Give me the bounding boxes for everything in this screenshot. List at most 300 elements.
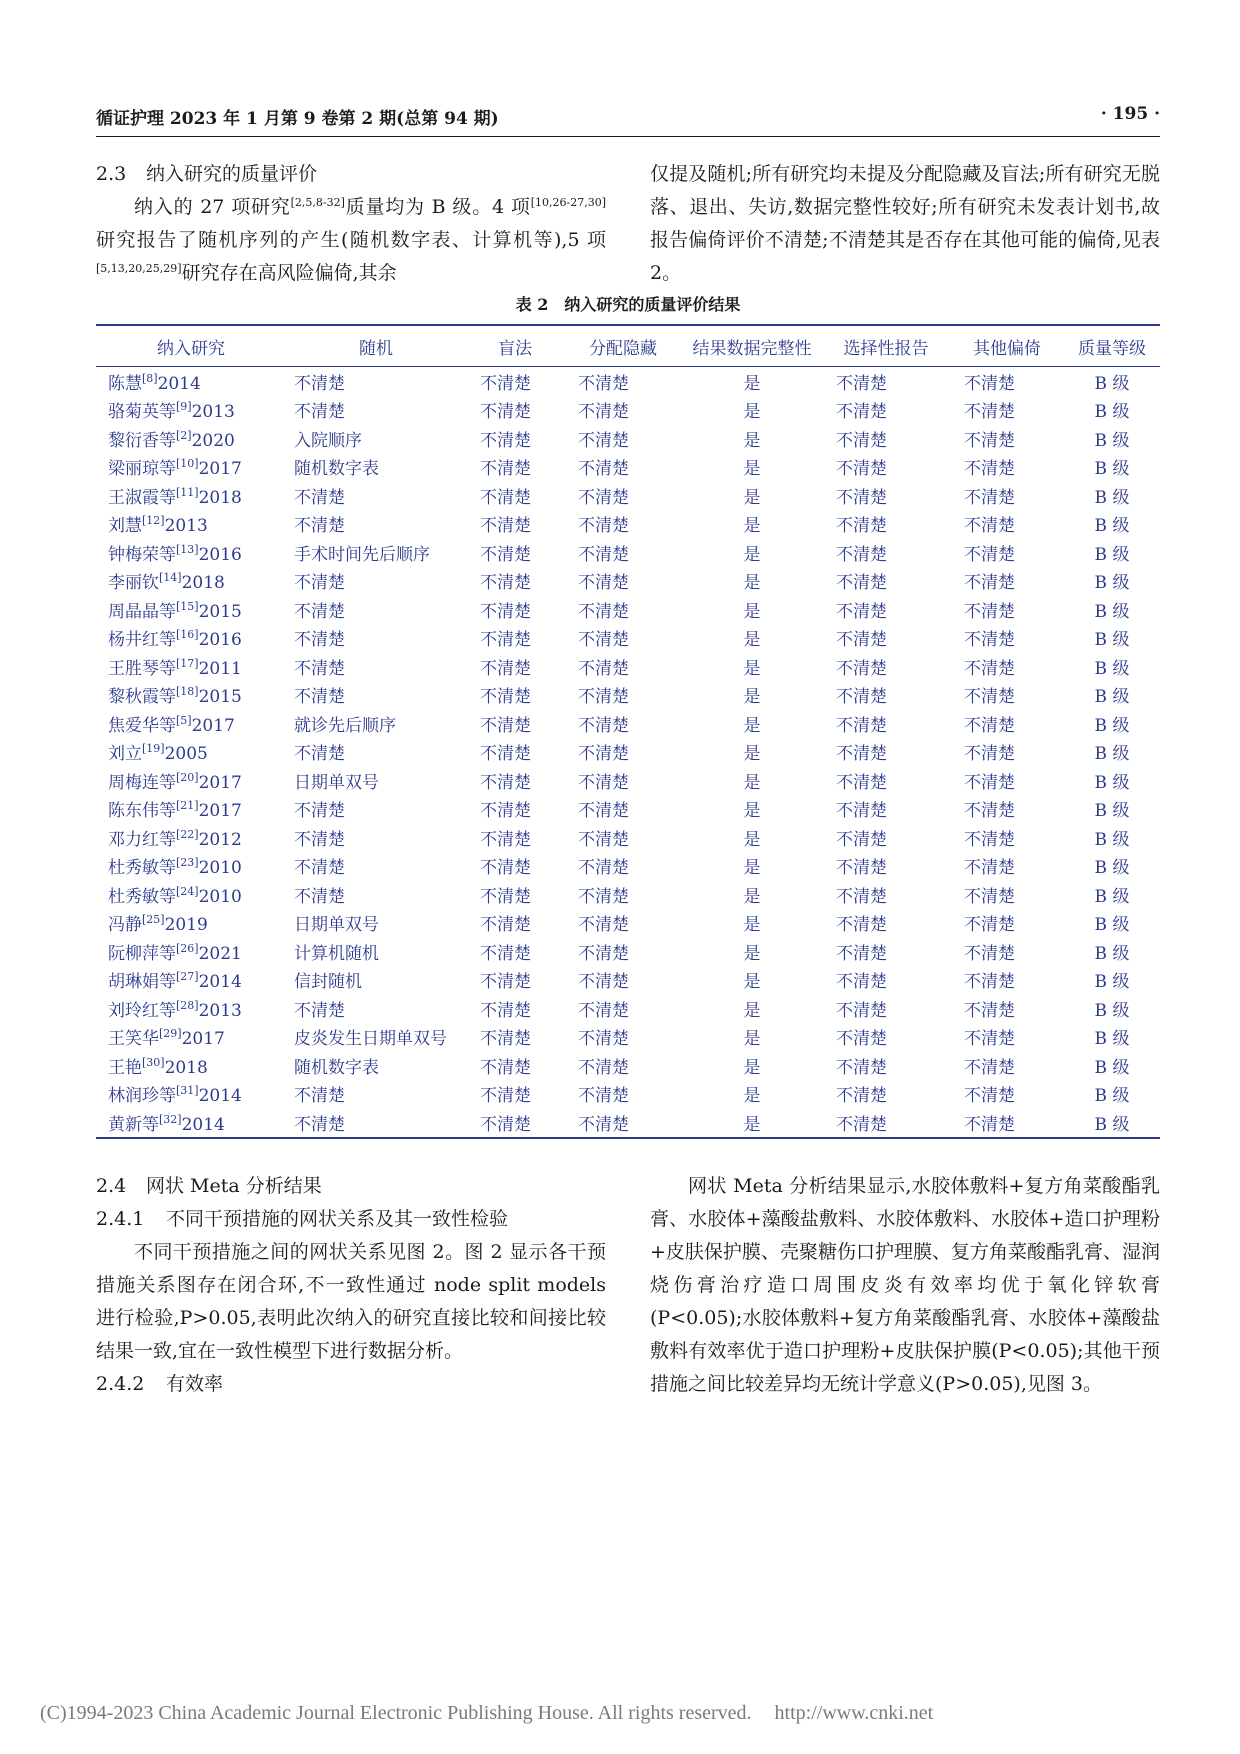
paragraph: 纳入的 27 项研究[2,5,8-32]质量均为 B 级。4 项[10,26-27,30]研究报告了随机序列的产生(随机数字表、计算机等),5 项[5,13,20,25,29]研究存在高风险偏倚,其余 xyxy=(96,196,607,284)
table-cell: 不清楚 xyxy=(294,886,345,907)
table-cell: 不清楚 xyxy=(294,573,345,594)
table-cell: 不清楚 xyxy=(480,487,531,508)
study-cell: 焦爱华等[5]2017 xyxy=(108,713,235,736)
table-cell: 不清楚 xyxy=(294,658,345,679)
citation: [28] xyxy=(176,998,199,1012)
table-cell: B 级 xyxy=(1094,658,1130,679)
section-2-3-right xyxy=(650,158,1160,290)
section-2-4-right xyxy=(650,1170,1160,1401)
table-cell: 不清楚 xyxy=(578,573,629,594)
table-cell: 不清楚 xyxy=(964,630,1015,651)
citation: [9] xyxy=(176,400,192,414)
table-cell: 不清楚 xyxy=(836,687,887,708)
table-cell: 皮炎发生日期单双号 xyxy=(294,1029,447,1050)
study-cell: 钟梅荣等[13]2016 xyxy=(108,542,242,565)
study-cell: 杜秀敏等[23]2010 xyxy=(108,856,242,879)
table-cell: 不清楚 xyxy=(836,744,887,765)
table-cell: 不清楚 xyxy=(964,972,1015,993)
citation: [31] xyxy=(176,1084,199,1098)
table-cell: 不清楚 xyxy=(578,630,629,651)
table-cell: 不清楚 xyxy=(964,715,1015,736)
subsection-title: 有效率 xyxy=(166,1373,224,1395)
study-cell: 邓力红等[22]2012 xyxy=(108,827,242,850)
table-cell: 是 xyxy=(743,601,761,622)
table-cell: 信封随机 xyxy=(294,972,362,993)
table-cell: B 级 xyxy=(1094,1000,1130,1021)
table-row xyxy=(96,994,1160,1023)
citation: [10,26-27,30] xyxy=(530,196,607,209)
table-cell: 不清楚 xyxy=(964,801,1015,822)
citation: [21] xyxy=(176,799,199,813)
study-cell: 王胜琴等[17]2011 xyxy=(108,656,242,679)
table-cell: 是 xyxy=(743,858,761,879)
table-cell: 就诊先后顺序 xyxy=(294,715,396,736)
table-cell: 是 xyxy=(682,1108,822,1138)
table-cell: 不清楚 xyxy=(480,829,531,850)
citation: [30] xyxy=(142,1055,165,1069)
table-cell: 不清楚 xyxy=(836,1057,887,1078)
table-cell: 不清楚 xyxy=(480,459,531,480)
table-row xyxy=(96,624,1160,653)
study-cell: 梁丽琼等[10]2017 xyxy=(108,457,242,480)
section-heading xyxy=(96,1170,606,1203)
table-cell: 不清楚 xyxy=(480,373,531,394)
table-cell: 不清楚 xyxy=(578,459,629,480)
citation: [11] xyxy=(176,485,199,499)
table-cell: 不清楚 xyxy=(480,1086,531,1107)
table-cell: 不清楚 xyxy=(578,715,629,736)
citation: [12] xyxy=(142,514,165,528)
table-cell: 不清楚 xyxy=(964,402,1015,423)
section-title: 纳入研究的质量评价 xyxy=(146,163,318,185)
table-cell: 不清楚 xyxy=(836,402,887,423)
study-cell: 杨井红等[16]2016 xyxy=(108,628,242,651)
table-cell: 不清楚 xyxy=(578,430,629,451)
section-2-4-left xyxy=(96,1170,606,1401)
subsection-heading xyxy=(96,1368,606,1401)
table-cell: 不清楚 xyxy=(480,516,531,537)
citation: [2,5,8-32] xyxy=(290,196,345,209)
table-cell: 是 xyxy=(743,801,761,822)
table-row xyxy=(96,852,1160,881)
study-cell: 林润珍等[31]2014 xyxy=(108,1084,242,1107)
table-cell: 不清楚 xyxy=(466,1108,564,1138)
table-cell: 不清楚 xyxy=(836,801,887,822)
column-header: 质量等级 xyxy=(1064,325,1160,367)
table-row xyxy=(96,909,1160,938)
table-cell: B 级 xyxy=(1094,373,1130,394)
table-row xyxy=(96,681,1160,710)
paragraph-continued: 仅提及随机;所有研究均未提及分配隐藏及盲法;所有研究无脱落、退出、失访,数据完整性较好;所有研究未发表计划书,故报告偏倚评价不清楚;不清楚其是否存在其他可能的偏倚,见表 2。 xyxy=(650,163,1160,284)
table-row xyxy=(96,481,1160,510)
table-row xyxy=(96,595,1160,624)
table-cell: B 级 xyxy=(1094,630,1130,651)
citation: [26] xyxy=(176,941,199,955)
table-cell: B 级 xyxy=(1094,1029,1130,1050)
study-cell: 冯静[25]2019 xyxy=(108,913,208,936)
table-cell: 是 xyxy=(743,915,761,936)
table-cell: 不清楚 xyxy=(480,544,531,565)
table-cell: 是 xyxy=(743,1029,761,1050)
table-cell: 不清楚 xyxy=(480,573,531,594)
table-cell: 不清楚 xyxy=(578,601,629,622)
table-row xyxy=(96,1023,1160,1052)
citation: [20] xyxy=(176,770,199,784)
citation: [5,13,20,25,29] xyxy=(96,262,182,275)
table-cell: 不清楚 xyxy=(480,402,531,423)
table-cell: 不清楚 xyxy=(480,744,531,765)
table-cell: 是 xyxy=(743,516,761,537)
quality-table xyxy=(96,324,1160,1139)
table-cell: 不清楚 xyxy=(964,601,1015,622)
study-cell: 周晶晶等[15]2015 xyxy=(108,599,242,622)
section-heading xyxy=(96,158,606,191)
table-cell: 不清楚 xyxy=(964,858,1015,879)
table-cell: 不清楚 xyxy=(578,744,629,765)
table-cell: 不清楚 xyxy=(578,1057,629,1078)
table-cell: 不清楚 xyxy=(480,858,531,879)
citation: [16] xyxy=(176,628,199,642)
table-cell: 是 xyxy=(743,744,761,765)
table-cell: B 级 xyxy=(1094,459,1130,480)
table-cell: B 级 xyxy=(1064,1108,1160,1138)
table-cell: B 级 xyxy=(1094,687,1130,708)
citation: [32] xyxy=(159,1112,182,1126)
table-cell: 是 xyxy=(743,829,761,850)
citation: [29] xyxy=(159,1027,182,1041)
study-cell: 黄新等[32]2014 xyxy=(96,1108,286,1138)
table-cell: 不清楚 xyxy=(836,858,887,879)
table-cell: B 级 xyxy=(1094,516,1130,537)
table-cell: 随机数字表 xyxy=(294,459,379,480)
table-cell: 手术时间先后顺序 xyxy=(294,544,430,565)
table-cell: 不清楚 xyxy=(578,972,629,993)
table-cell: B 级 xyxy=(1094,972,1130,993)
table-header-row xyxy=(96,325,1160,367)
table-cell: 不清楚 xyxy=(294,601,345,622)
table-row xyxy=(96,453,1160,482)
table-cell: 不清楚 xyxy=(964,915,1015,936)
table-cell: 不清楚 xyxy=(964,1057,1015,1078)
table-cell: 不清楚 xyxy=(836,487,887,508)
table-cell: 是 xyxy=(743,630,761,651)
study-cell: 骆菊英等[9]2013 xyxy=(108,400,235,423)
table-row xyxy=(96,424,1160,453)
section-number: 2.3 xyxy=(96,163,127,185)
table-cell: 不清楚 xyxy=(294,516,345,537)
table-cell: 不清楚 xyxy=(964,373,1015,394)
study-cell: 胡琳娟等[27]2014 xyxy=(108,970,242,993)
table-cell: B 级 xyxy=(1094,430,1130,451)
table-cell: 不清楚 xyxy=(964,544,1015,565)
citation: [27] xyxy=(176,970,199,984)
table-cell: B 级 xyxy=(1094,601,1130,622)
column-header: 分配隐藏 xyxy=(564,325,682,367)
cnki-link[interactable]: http://www.cnki.net xyxy=(774,1702,934,1724)
table-cell: B 级 xyxy=(1094,772,1130,793)
table-cell: 不清楚 xyxy=(578,1086,629,1107)
table-cell: B 级 xyxy=(1094,1086,1130,1107)
table-row xyxy=(96,1108,1160,1138)
subsection-number: 2.4.2 xyxy=(96,1373,145,1395)
table-cell: 是 xyxy=(743,487,761,508)
table-cell: 是 xyxy=(743,430,761,451)
study-cell: 王艳[30]2018 xyxy=(108,1055,208,1078)
table-cell: 不清楚 xyxy=(294,829,345,850)
study-cell: 刘立[19]2005 xyxy=(108,742,208,765)
copyright-text: (C)1994-2023 China Academic Journal Electronic Publishing House. All rights reserved. xyxy=(40,1702,752,1724)
table-cell: 不清楚 xyxy=(294,1000,345,1021)
subsection-title: 不同干预措施的网状关系及其一致性检验 xyxy=(166,1208,509,1230)
table-cell: 不清楚 xyxy=(964,886,1015,907)
table-row xyxy=(96,652,1160,681)
table-cell: B 级 xyxy=(1094,402,1130,423)
table-cell: 不清楚 xyxy=(964,430,1015,451)
table-cell: 不清楚 xyxy=(964,658,1015,679)
study-cell: 黎衍香等[2]2020 xyxy=(108,428,235,451)
table-cell: 不清楚 xyxy=(836,601,887,622)
table-cell: 不清楚 xyxy=(836,715,887,736)
table-row xyxy=(96,1080,1160,1109)
paragraph: 网状 Meta 分析结果显示,水胶体敷料+复方角菜酸酯乳膏、水胶体+藻酸盐敷料、水胶体敷料、水胶体+造口护理粉+皮肤保护膜、壳聚糖伤口护理膜、复方角菜酸酯乳膏、湿润烧伤膏治疗造口周围皮炎有效率均优于氧化锌软膏(P<0.05);水胶体敷料+复方角菜酸酯乳膏、水胶体+藻酸盐敷料有效率优于造口护理粉+皮肤保护膜(P<0.05);其他干预措施之间比较差异均无统计学意义(P>0.05),见图 3。 xyxy=(650,1175,1160,1395)
section-number: 2.4 xyxy=(96,1175,127,1197)
table-row xyxy=(96,396,1160,425)
table-cell: 是 xyxy=(743,459,761,480)
citation: [18] xyxy=(176,685,199,699)
table-row xyxy=(96,823,1160,852)
table-cell: 不清楚 xyxy=(964,487,1015,508)
table-cell: 不清楚 xyxy=(294,858,345,879)
column-header: 纳入研究 xyxy=(96,325,286,367)
table-cell: 不清楚 xyxy=(964,772,1015,793)
table-caption: 表 2 纳入研究的质量评价结果 xyxy=(515,295,741,314)
table-cell: 不清楚 xyxy=(836,459,887,480)
table-cell: B 级 xyxy=(1094,573,1130,594)
table-cell: 不清楚 xyxy=(964,687,1015,708)
table-cell: 不清楚 xyxy=(578,915,629,936)
table-cell: 不清楚 xyxy=(964,1029,1015,1050)
page-number: · 195 · xyxy=(1100,104,1160,124)
table-cell: 是 xyxy=(743,772,761,793)
table-cell: 不清楚 xyxy=(964,573,1015,594)
table-cell: 是 xyxy=(743,687,761,708)
table-cell: 不清楚 xyxy=(480,943,531,964)
table-cell: 不清楚 xyxy=(578,544,629,565)
study-cell: 李丽钦[14]2018 xyxy=(108,571,225,594)
table-cell: B 级 xyxy=(1094,943,1130,964)
table-cell: 不清楚 xyxy=(836,630,887,651)
table-cell: 不清楚 xyxy=(950,1108,1064,1138)
table-cell: 不清楚 xyxy=(480,886,531,907)
table-cell: 是 xyxy=(743,943,761,964)
table-cell: 不清楚 xyxy=(294,801,345,822)
citation: [17] xyxy=(176,656,199,670)
citation: [23] xyxy=(176,856,199,870)
table-row xyxy=(96,1051,1160,1080)
table-body xyxy=(96,367,1160,1138)
table-cell: 不清楚 xyxy=(286,1108,466,1138)
table-cell: 是 xyxy=(743,1086,761,1107)
section-title: 网状 Meta 分析结果 xyxy=(146,1175,322,1197)
table-cell: 不清楚 xyxy=(836,516,887,537)
table-cell: B 级 xyxy=(1094,801,1130,822)
table-row xyxy=(96,538,1160,567)
study-cell: 黎秋霞等[18]2015 xyxy=(108,685,242,708)
table-cell: 入院顺序 xyxy=(294,430,362,451)
table-row xyxy=(96,795,1160,824)
table-cell: 是 xyxy=(743,715,761,736)
table-cell: 不清楚 xyxy=(564,1108,682,1138)
table-cell: 不清楚 xyxy=(836,1029,887,1050)
table-cell: 不清楚 xyxy=(480,430,531,451)
study-cell: 杜秀敏等[24]2010 xyxy=(108,884,242,907)
citation: [22] xyxy=(176,827,199,841)
table-cell: 不清楚 xyxy=(578,1029,629,1050)
study-cell: 周梅连等[20]2017 xyxy=(108,770,242,793)
table-cell: 不清楚 xyxy=(964,1000,1015,1021)
table-cell: 不清楚 xyxy=(480,915,531,936)
table-cell: 不清楚 xyxy=(964,459,1015,480)
table-cell: 是 xyxy=(743,544,761,565)
table-cell: 不清楚 xyxy=(836,915,887,936)
header-rule xyxy=(96,136,1160,137)
citation: [15] xyxy=(176,599,199,613)
table-cell: B 级 xyxy=(1094,744,1130,765)
citation: [25] xyxy=(142,913,165,927)
table-cell: 不清楚 xyxy=(294,1086,345,1107)
table-cell: 不清楚 xyxy=(836,972,887,993)
table-cell: 不清楚 xyxy=(294,744,345,765)
table-cell: 不清楚 xyxy=(578,1000,629,1021)
table-cell: 不清楚 xyxy=(294,402,345,423)
table-row xyxy=(96,966,1160,995)
table-cell: 不清楚 xyxy=(578,943,629,964)
table-cell: 不清楚 xyxy=(836,829,887,850)
table-cell: 随机数字表 xyxy=(294,1057,379,1078)
study-cell: 王淑霞等[11]2018 xyxy=(108,485,242,508)
journal-title: 循证护理 2023 年 1 月第 9 卷第 2 期(总第 94 期) xyxy=(96,109,499,129)
table-cell: B 级 xyxy=(1094,544,1130,565)
column-header: 结果数据完整性 xyxy=(682,325,822,367)
study-cell: 陈东伟等[21]2017 xyxy=(108,799,242,822)
table-row xyxy=(96,766,1160,795)
table-cell: 是 xyxy=(743,573,761,594)
table-cell: 不清楚 xyxy=(480,801,531,822)
subsection-heading xyxy=(96,1203,606,1236)
table-cell: 是 xyxy=(743,972,761,993)
table-cell: 不清楚 xyxy=(836,1086,887,1107)
table-cell: B 级 xyxy=(1094,915,1130,936)
copyright-footer xyxy=(40,1702,1200,1725)
table-cell: 不清楚 xyxy=(578,373,629,394)
table-cell: 不清楚 xyxy=(836,573,887,594)
study-cell: 阮柳萍等[26]2021 xyxy=(108,941,242,964)
table-cell: B 级 xyxy=(1094,715,1130,736)
table-cell: 不清楚 xyxy=(294,373,345,394)
table-cell: 是 xyxy=(743,1057,761,1078)
table-cell: 不清楚 xyxy=(480,1000,531,1021)
table-cell: 不清楚 xyxy=(480,630,531,651)
citation: [13] xyxy=(176,542,199,556)
citation: [8] xyxy=(142,371,158,385)
table-cell: 不清楚 xyxy=(578,687,629,708)
subsection-number: 2.4.1 xyxy=(96,1208,145,1230)
table-cell: 是 xyxy=(743,402,761,423)
citation: [24] xyxy=(176,884,199,898)
table-cell: 不清楚 xyxy=(578,858,629,879)
table-cell: 不清楚 xyxy=(836,886,887,907)
table-cell: 不清楚 xyxy=(964,829,1015,850)
table-cell: 不清楚 xyxy=(578,772,629,793)
citation: [19] xyxy=(142,742,165,756)
table-row xyxy=(96,709,1160,738)
table-cell: 不清楚 xyxy=(578,516,629,537)
table-cell: 不清楚 xyxy=(836,430,887,451)
table-cell: 不清楚 xyxy=(964,744,1015,765)
table-cell: 日期单双号 xyxy=(294,772,379,793)
table-cell: 不清楚 xyxy=(836,544,887,565)
table-cell: 不清楚 xyxy=(480,658,531,679)
table-cell: 不清楚 xyxy=(578,829,629,850)
table-cell: 是 xyxy=(743,373,761,394)
table-cell: 不清楚 xyxy=(964,516,1015,537)
study-cell: 王笑华[29]2017 xyxy=(108,1027,225,1050)
citation: [5] xyxy=(176,713,192,727)
table-cell: 不清楚 xyxy=(480,1029,531,1050)
table-row xyxy=(96,367,1160,396)
table-cell: 不清楚 xyxy=(294,487,345,508)
table-cell: 不清楚 xyxy=(578,886,629,907)
table-cell: 不清楚 xyxy=(822,1108,950,1138)
table-cell: 是 xyxy=(743,886,761,907)
table-cell: B 级 xyxy=(1094,1057,1130,1078)
table-cell: B 级 xyxy=(1094,487,1130,508)
column-header: 盲法 xyxy=(466,325,564,367)
table-row xyxy=(96,567,1160,596)
table-cell: 不清楚 xyxy=(480,687,531,708)
table-cell: 不清楚 xyxy=(578,801,629,822)
table-cell: 不清楚 xyxy=(836,1000,887,1021)
citation: [2] xyxy=(176,428,192,442)
table-row xyxy=(96,880,1160,909)
table-cell: 不清楚 xyxy=(480,1057,531,1078)
section-2-3-left xyxy=(96,158,606,290)
table-cell: B 级 xyxy=(1094,829,1130,850)
column-header: 随机 xyxy=(286,325,466,367)
table-cell: 不清楚 xyxy=(578,487,629,508)
study-cell: 陈慧[8]2014 xyxy=(108,371,201,394)
table-cell: 不清楚 xyxy=(836,373,887,394)
table-cell: 不清楚 xyxy=(578,658,629,679)
table-cell: B 级 xyxy=(1094,886,1130,907)
study-cell: 刘玲红等[28]2013 xyxy=(108,998,242,1021)
table-cell: 不清楚 xyxy=(480,972,531,993)
citation: [10] xyxy=(176,457,199,471)
table-row xyxy=(96,510,1160,539)
table-cell: 不清楚 xyxy=(480,715,531,736)
table-cell: 是 xyxy=(743,658,761,679)
table-cell: 不清楚 xyxy=(294,630,345,651)
table-cell: 不清楚 xyxy=(294,687,345,708)
table-row xyxy=(96,738,1160,767)
table-cell: 不清楚 xyxy=(836,658,887,679)
table-cell: 不清楚 xyxy=(836,943,887,964)
table-cell: 计算机随机 xyxy=(294,943,379,964)
column-header: 选择性报告 xyxy=(822,325,950,367)
column-header: 其他偏倚 xyxy=(950,325,1064,367)
table-cell: B 级 xyxy=(1094,858,1130,879)
table-row xyxy=(96,937,1160,966)
